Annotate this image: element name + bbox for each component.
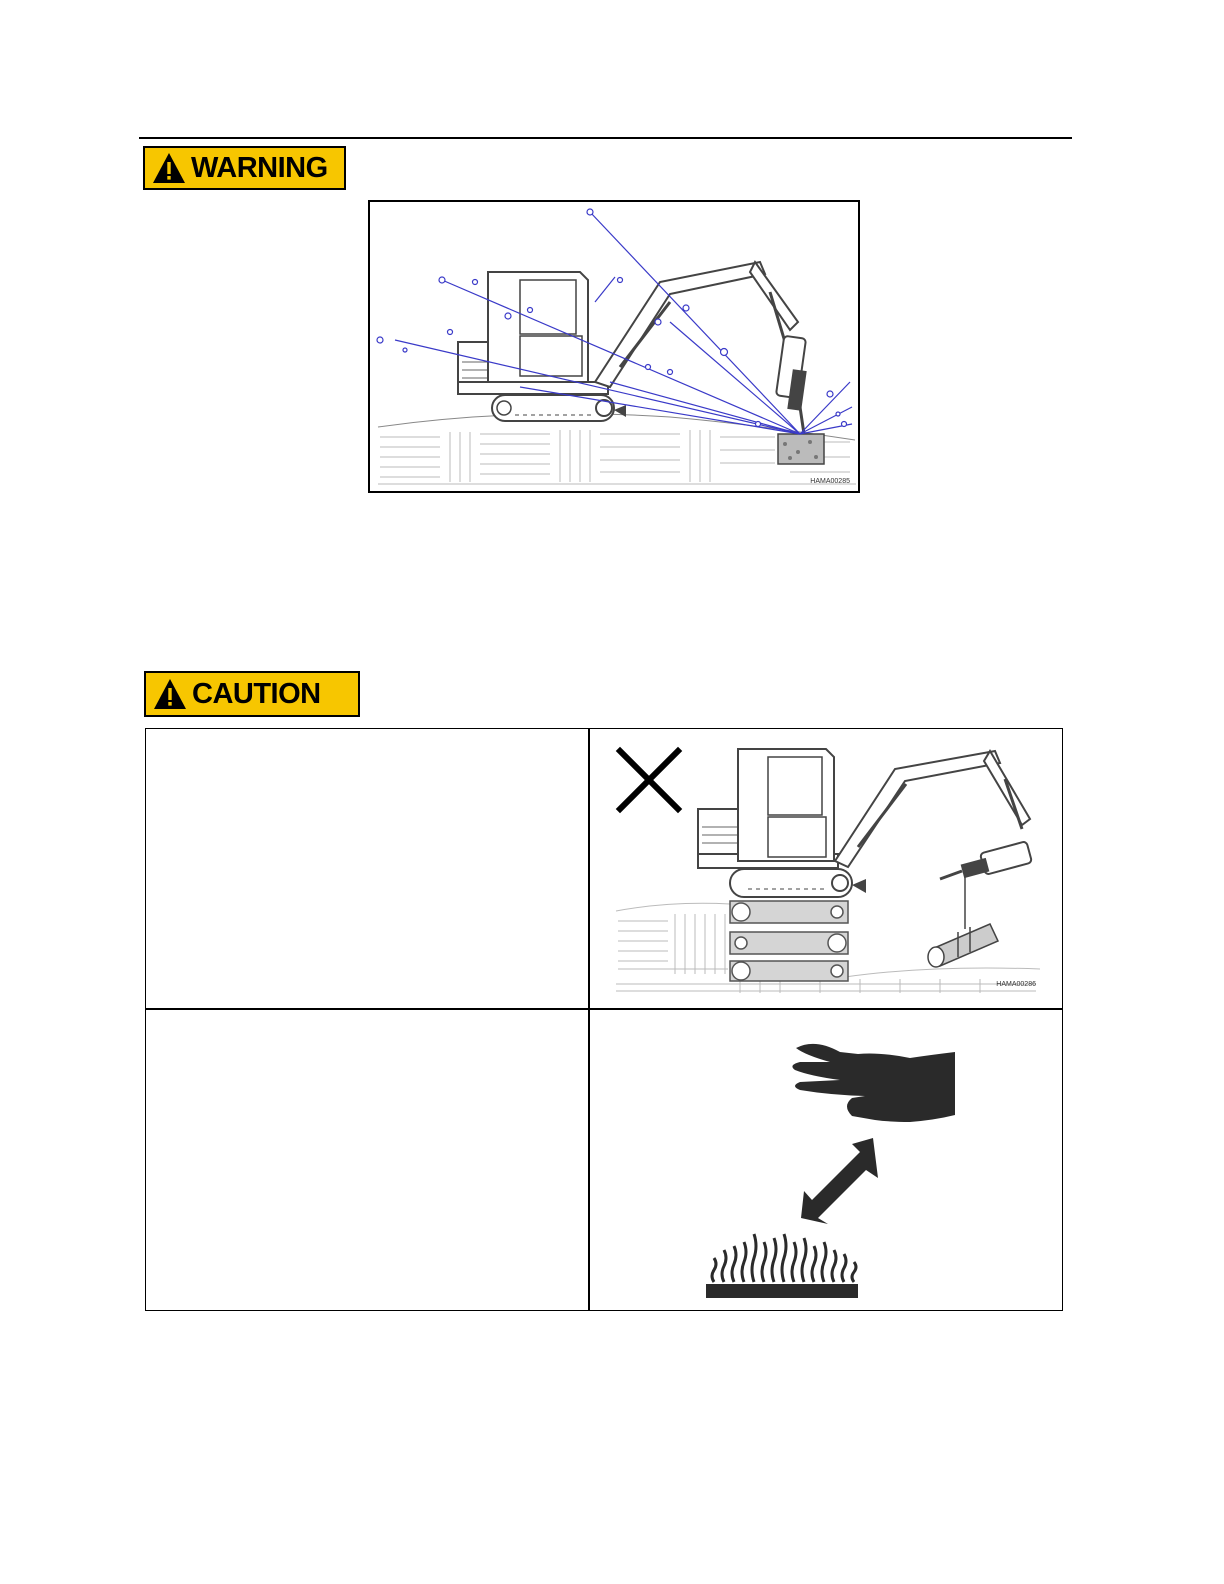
top-rule [139,137,1072,139]
prohibited-x-icon [620,751,678,809]
excavator-on-blocks-illustration [590,729,1062,1008]
figure-code: HAMA00285 [810,478,850,485]
caution-row-1-text [146,729,588,1008]
double-arrow-icon [801,1138,878,1224]
caution-row-2-figure [590,1010,1062,1310]
caution-row-1-figure [590,729,1062,1008]
warning-label-text: WARNING [191,151,328,184]
breaker-debris-figure [368,200,860,493]
hot-surface-icon [706,1284,858,1298]
caution-label-text: CAUTION [192,677,321,710]
heat-waves-icon [712,1234,856,1282]
caution-table [145,728,1063,1311]
hand-icon [792,1044,955,1122]
caution-label [144,671,360,717]
excavator-breaker-illustration [370,202,858,491]
caution-triangle-icon [152,677,188,711]
warning-triangle-icon [151,151,187,185]
caution-row-2-text [146,1010,588,1310]
warning-label [143,146,346,190]
hot-surface-hand-illustration [590,1010,1062,1310]
figure-code: HAMA00286 [996,981,1036,988]
